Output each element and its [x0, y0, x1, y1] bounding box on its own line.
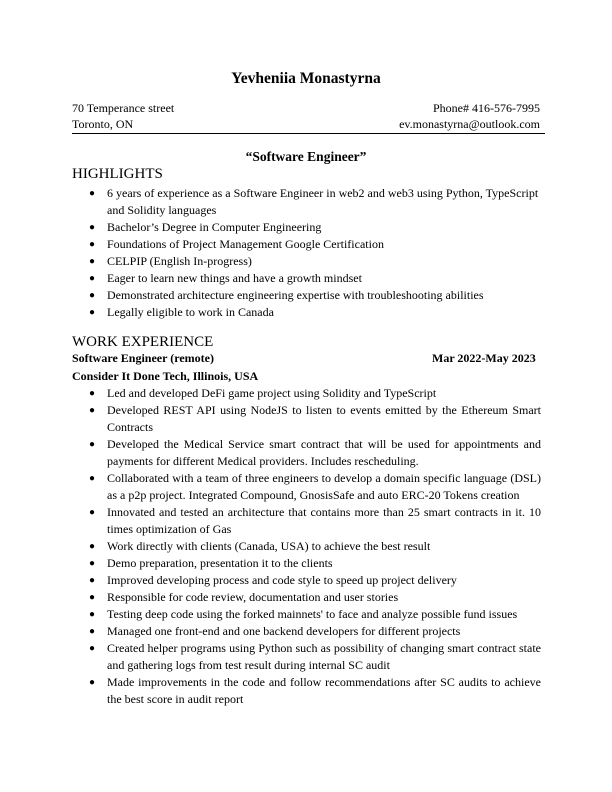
bullet-text: Made improvements in the code and follow recommendations after SC audits to achieve the best score in audit report — [107, 675, 541, 706]
bullet-icon: ● — [89, 239, 96, 250]
bullet-icon: ● — [89, 405, 96, 416]
bullet-icon: ● — [89, 541, 96, 552]
bullet-icon: ● — [89, 188, 96, 199]
bullet-item — [0, 589, 541, 606]
bullet-icon: ● — [89, 609, 96, 620]
address-line-1: 70 Temperance street — [72, 101, 175, 115]
bullet-text: Collaborated with a team of three engineers to develop a domain specific language (DSL) as a p2p project. Integrated Compound, GnosisSafe and auto ERC-20 Tokens creation — [107, 471, 541, 502]
bullet-icon: ● — [89, 273, 96, 284]
bullet-icon: ● — [89, 473, 96, 484]
bullet-text: Created helper programs using Python such as possibility of changing smart contract state and gathering logs from test result during internal SC audit — [107, 641, 541, 672]
bullet-text: Developed REST API using NodeJS to listen to events emitted by the Ethereum Smart Contracts — [107, 403, 541, 434]
bullet-icon: ● — [89, 592, 96, 603]
bullet-item — [0, 504, 541, 538]
bullet-text: Work directly with clients (Canada, USA) to achieve the best result — [107, 539, 431, 553]
bullet-text: Improved developing process and code style to speed up project delivery — [107, 573, 457, 587]
bullet-text: 6 years of experience as a Software Engineer in web2 and web3 using Python, TypeScript and Solidity languages — [107, 186, 539, 217]
bullet-text: CELPIP (English In-progress) — [107, 254, 252, 268]
bullet-item — [0, 253, 541, 270]
bullet-icon: ● — [89, 388, 96, 399]
bullet-text: Demo preparation, presentation it to the clients — [107, 556, 333, 570]
bullet-item — [0, 270, 541, 287]
bullet-item — [0, 606, 541, 623]
bullet-icon: ● — [89, 626, 96, 637]
email-address: ev.monastyrna@outlook.com — [399, 117, 540, 131]
bullet-text: Responsible for code review, documentation and user stories — [107, 590, 399, 604]
job-title: “Software Engineer” — [245, 149, 367, 164]
bullet-item — [0, 385, 541, 402]
bullet-text: Legally eligible to work in Canada — [107, 305, 274, 319]
bullet-icon: ● — [89, 307, 96, 318]
header-divider — [72, 133, 545, 134]
bullet-icon: ● — [89, 575, 96, 586]
phone-number: Phone# 416-576-7995 — [433, 101, 540, 115]
bullet-item — [0, 640, 541, 674]
bullet-item — [0, 572, 541, 589]
bullet-text: Eager to learn new things and have a growth mindset — [107, 271, 362, 285]
bullet-icon: ● — [89, 558, 96, 569]
company-name: Consider It Done Tech, Illinois, USA — [72, 369, 259, 383]
role-title: Software Engineer (remote) — [72, 351, 214, 365]
bullet-text: Bachelor’s Degree in Computer Engineering — [107, 220, 322, 234]
bullet-text: Foundations of Project Management Google Certification — [107, 237, 384, 251]
bullet-icon: ● — [89, 677, 96, 688]
candidate-name: Yevheniia Monastyrna — [231, 70, 381, 87]
highlights-heading: HIGHLIGHTS — [72, 166, 163, 182]
bullet-text: Innovated and tested an architecture that contains more than 25 smart contracts in it. 10 times optimization of Gas — [107, 505, 541, 536]
bullet-text: Managed one front-end and one backend developers for different projects — [107, 624, 461, 638]
work-experience-heading: WORK EXPERIENCE — [72, 334, 214, 350]
bullet-icon: ● — [89, 222, 96, 233]
bullet-item — [0, 470, 541, 504]
bullet-item — [0, 674, 541, 708]
bullet-text: Developed the Medical Service smart contract that will be used for appointments and payments for different Medical providers. Includes rescheduling. — [107, 437, 541, 468]
bullet-icon: ● — [89, 643, 96, 654]
highlights-list — [0, 185, 541, 321]
bullet-item — [0, 623, 541, 640]
experience-list — [0, 385, 541, 708]
bullet-item — [0, 185, 541, 219]
bullet-item — [0, 287, 541, 304]
bullet-text: Testing deep code using the forked mainnets' to face and analyze possible fund issues — [107, 607, 518, 621]
bullet-icon: ● — [89, 439, 96, 450]
bullet-item — [0, 304, 541, 321]
address-line-2: Toronto, ON — [72, 117, 134, 131]
role-dates: Mar 2022-May 2023 — [432, 351, 536, 365]
bullet-item — [0, 555, 541, 572]
bullet-item — [0, 236, 541, 253]
bullet-item — [0, 402, 541, 436]
bullet-icon: ● — [89, 256, 96, 267]
bullet-text: Led and developed DeFi game project using Solidity and TypeScript — [107, 386, 437, 400]
bullet-icon: ● — [89, 290, 96, 301]
bullet-item — [0, 436, 541, 470]
bullet-item — [0, 219, 541, 236]
bullet-icon: ● — [89, 507, 96, 518]
bullet-item — [0, 538, 541, 555]
bullet-text: Demonstrated architecture engineering expertise with troubleshooting abilities — [107, 288, 484, 302]
